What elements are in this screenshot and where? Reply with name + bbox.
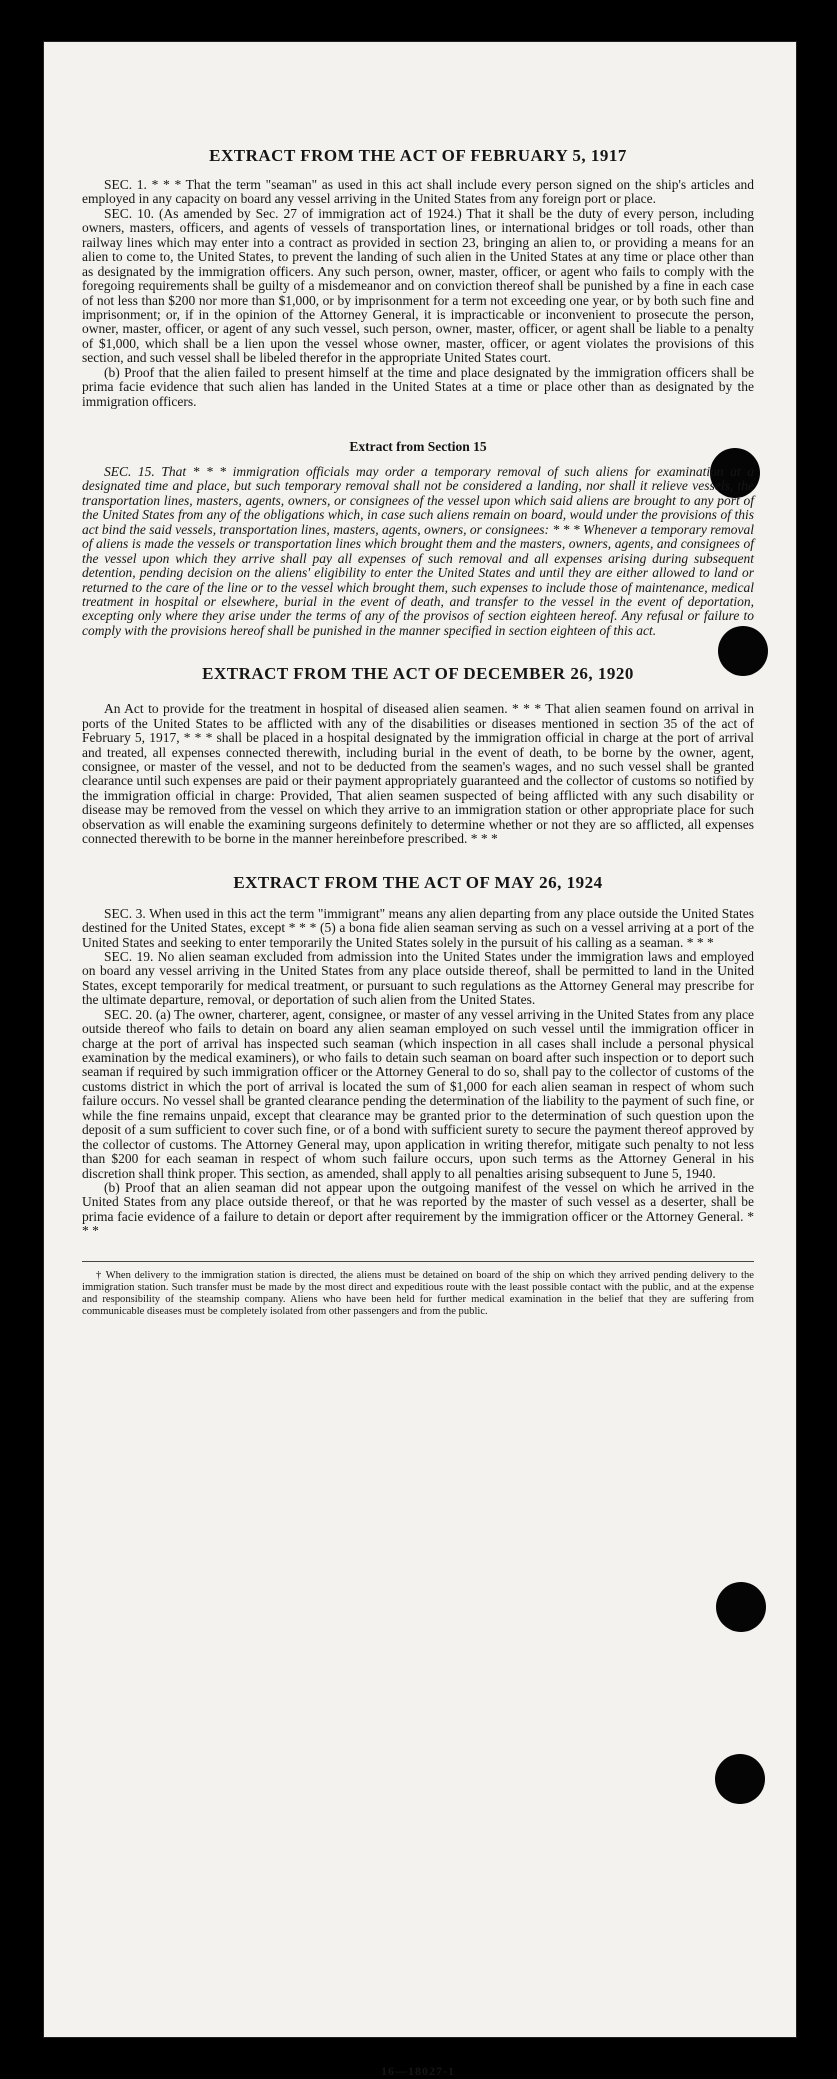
punch-hole [716,1582,766,1632]
section-15-heading: Extract from Section 15 [349,439,487,454]
form-number: 16—18027-1 [381,2064,455,2078]
act-1920-paragraph: An Act to provide for the treatment in hospital of diseased alien seamen. * * * That alien seamen found on arrival in ports of the United States to be afflicted with any of the disabilities or diseases mentioned in section 35 of the act of February 5, 1917, * * * shall be placed in a hospital designated by the immigration official in charge at the port of arrival and treated, all expenses connected therewith, including burial in the event of death, to be borne by the owner, agent, consignee, or master of the vessel, and not to be deducted from the seamen's wages, and no such vessel shall be granted clearance until such expenses are paid or their payment appropriately guaranteed and the collector of customs so notified by the immigration official in charge: Provided, That alien seamen suspected of being afflicted with any such disability or disease may be removed from the vessel on which they arrive to an immigration station or other appropriate place for such observation as will enable the examining surgeons definitely to determine whether or not they are so afflicted, all expenses connected therewith to be borne in the manner hereinbefore prescribed. * * * [82,701,754,847]
act-1924-paragraph: (b) Proof that an alien seaman did not appear upon the outgoing manifest of the vessel on which he arrived in the United States from any place outside thereof, or that he was reported by the master of such vessel as a deserter, shall be prima facie evidence of a failure to detain or deport after requirement by the immigration officer or the Attorney General. * * * [82,1179,754,1239]
act-1924-section [82,873,754,1239]
footnote-text: † When delivery to the immigration station is directed, the aliens must be detained on board of the ship on which they arrived pending delivery to the immigration station. Such transfer must be made by the most direct and expeditious route with the least possible contact with the public, and at the expense and responsibility of the steamship company. Aliens who have been held for further medical examination in the belief that they are suffering from communicable diseases must be completely isolated from other passengers and from the public. [82,1269,754,1317]
act-1920-heading: EXTRACT FROM THE ACT OF DECEMBER 26, 1920 [202,664,634,684]
section-15-paragraph: SEC. 15. That * * * immigration officials may order a temporary removal of such aliens for examination at a designated time and place, but such temporary removal shall not be considered a landing, nor shall it relieve vessels, the transportation lines, masters, agents, owners, or consignees of the vessel upon which said aliens are brought to any port of the United States from any of the obligations which, in case such aliens remain on board, would under the provisions of this act bind the said vessels, transportation lines, masters, agents, owners, or consignees: * * * Whenever a temporary removal of aliens is made the vessels or transportation lines which brought them and the masters, owners, agents, and consignees of the vessel upon which they arrive shall pay all expenses of such removal and all expenses arising during subsequent detention, pending decision on the aliens' eligibility to enter the United States and until they are either allowed to land or returned to the care of the line or to the vessel which brought them, such expenses to include those of maintenance, medical treatment in hospital or elsewhere, burial in the event of death, and transfer to the vessel in the event of deportation, excepting only where they arise under the terms of any of the provisos of section eighteen hereof. Any refusal or failure to comply with the provisions hereof shall be punished in the manner specified in section eighteen of this act. [82,464,754,638]
footnote [82,1261,754,1318]
section-15 [82,439,754,638]
act-1917-heading: EXTRACT FROM THE ACT OF FEBRUARY 5, 1917 [209,146,627,165]
act-1917-section [82,146,754,409]
act-1924-paragraph: SEC. 3. When used in this act the term "immigrant" means any alien departing from any place outside the United States destined for the United States, except * * * (5) a bona fide alien seaman serving as such on a vessel arriving at a port of the United States and seeking to enter temporarily the United States solely in the pursuit of his calling as a seaman. * * * [82,905,754,950]
act-1924-heading: EXTRACT FROM THE ACT OF MAY 26, 1924 [233,872,603,892]
act-1917-paragraph: SEC. 10. (As amended by Sec. 27 of immigration act of 1924.) That it shall be the duty of every person, including owners, masters, officers, and agents of vessels of transportation lines, or international bridges or toll roads, other than railway lines which may enter into a contract as provided in section 23, bringing an alien to, or providing a means for an alien to come to, the United States, to prevent the landing of such alien in the United States at any time or place other than as designated by the immigration officers. Any such person, owner, master, officer, or agent who fails to comply with the foregoing requirements shall be guilty of a misdemeanor and on conviction thereof shall be punished by a fine in each case of not less than $200 nor more than $1,000, or by imprisonment for a term not exceeding one year, or by both such fine and imprisonment; or, if in the opinion of the Attorney General, it is impracticable or inconvenient to prosecute the person, owner, master, officer, or agent of any such vessel, such person, owner, master, officer, or agent shall be liable to a penalty of $1,000, which shall be a lien upon the vessel whose owner, master, officer, or agent violates the provisions of this section, and such vessel shall be libeled therefor in the appropriate United States court. [82,205,754,366]
act-1920-section [82,664,754,846]
act-1924-paragraph: SEC. 20. (a) The owner, charterer, agent, consignee, or master of any vessel arriving in the United States from any place outside thereof who fails to detain on board any alien seaman employed on such vessel until the immigration officer in charge at the port of arrival has inspected such seaman (which inspection in all cases shall include a personal physical examination by the medical examiners), or who fails to detain such seaman on board after such inspection or to deport such seaman if required by such immigration officer or the Attorney General to do so, shall pay to the collector of customs of the customs district in which the port of arrival is located the sum of $1,000 for each alien seaman in respect of whom such failure occurs. No vessel shall be granted clearance pending the determination of the liability to the payment of such fine, or while the fine remains unpaid, except that clearance may be granted prior to the determination of such question upon the deposit of a sum sufficient to cover such fine, or of a bond with sufficient surety to secure the payment thereof approved by the collector of customs. The Attorney General may, upon application in writing therefor, mitigate such penalty to not less than $200 for each seaman in respect of whom such failure occurs, upon such terms as the Attorney General in his discretion shall think proper. This section, as amended, shall apply to all penalties arising subsequent to June 5, 1940. [82,1006,754,1181]
punch-hole [715,1754,765,1804]
act-1924-paragraph: SEC. 19. No alien seaman excluded from admission into the United States under the immigration laws and employed on board any vessel arriving in the United States from any place outside thereof, shall be permitted to land in the United States, except temporarily for medical treatment, or pursuant to such regulations as the Attorney General may prescribe for the ultimate departure, removal, or deportation of such alien from the United States. [82,948,754,1008]
act-1917-paragraph: (b) Proof that the alien failed to present himself at the time and place designated by the immigration officers shall be prima facie evidence that such alien has landed in the United States at a time or place other than as designated by the immigration officers. [82,364,754,409]
document-content [82,146,754,2078]
act-1917-paragraph: SEC. 1. * * * That the term "seaman" as used in this act shall include every person signed on the ship's articles and employed in any capacity on board any vessel arriving in the United States from any foreign port or place. [82,177,754,207]
